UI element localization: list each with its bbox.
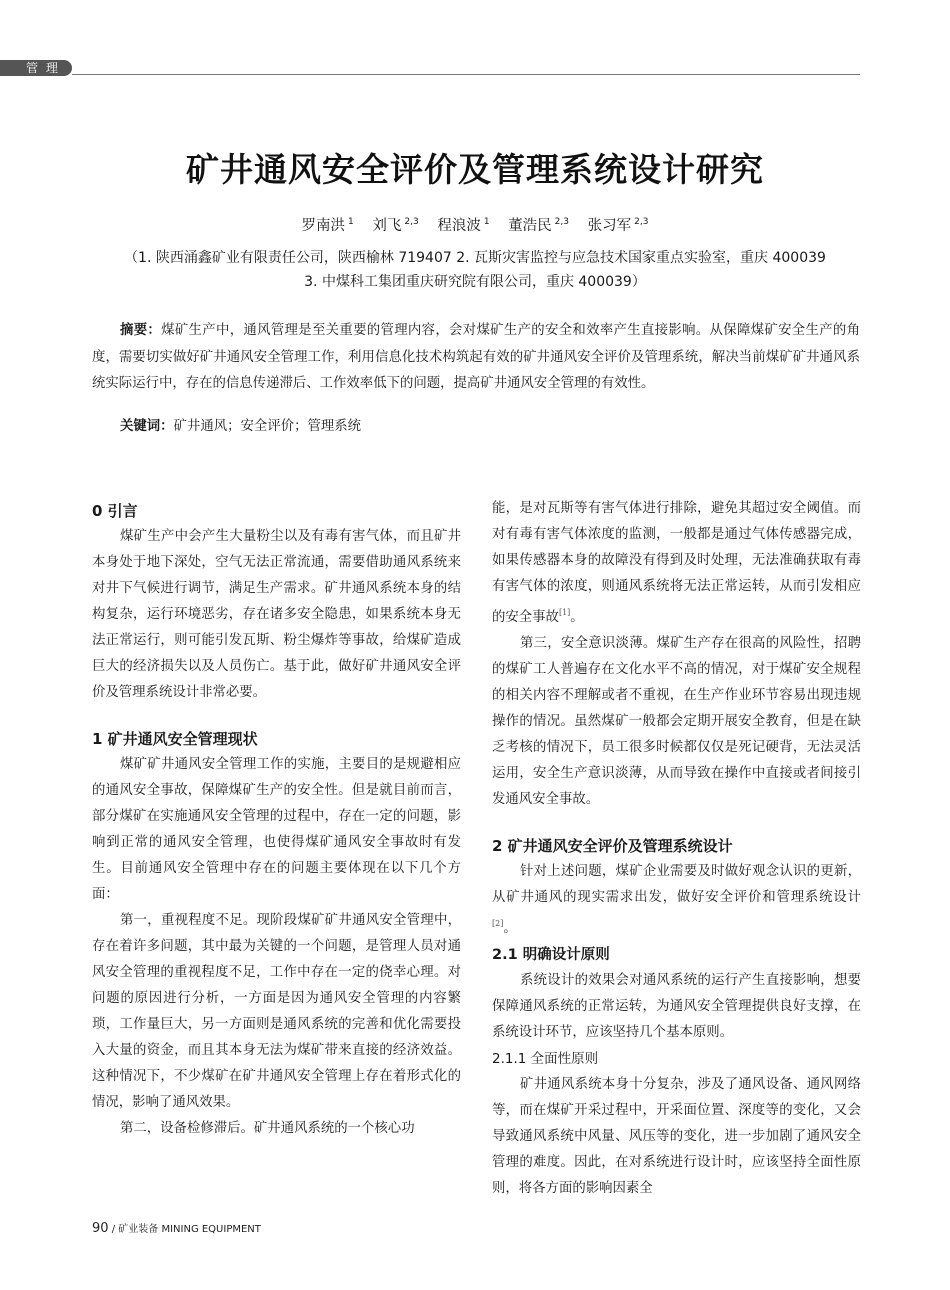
- page-footer: [92, 1220, 261, 1236]
- section-tag: 管 理: [0, 60, 72, 76]
- author: 罗南洪 $^1$: [301, 217, 354, 234]
- paragraph: 第二，设备检修滞后。矿井通风系统的一个核心功: [120, 1121, 415, 1136]
- author: 刘飞 $^{2,3}$: [372, 217, 419, 234]
- article-title: 矿井通风安全评价及管理系统设计研究: [186, 150, 764, 189]
- section-heading: 2 矿井通风安全评价及管理系统设计: [492, 837, 733, 855]
- journal-name: / 矿业装备 MINING EQUIPMENT: [108, 1224, 261, 1235]
- keywords-text: 矿井通风；安全评价；管理系统: [173, 419, 362, 434]
- keywords-label: 关键词：: [120, 419, 174, 434]
- right-column: [492, 496, 861, 1202]
- abstract-text: 煤矿生产中，通风管理是至关重要的管理内容，会对煤矿生产的安全和效率产生直接影响。从保障煤矿安全生产的角度，需要切实做好矿井通风安全管理工作，利用信息化技术构筑起有效的矿井通风安全评价及管理系统，解决当前煤矿矿井通风系统实际运行中，存在的信息传递滞后、工作效率低下的问题，提高矿井通风安全管理的有效性。: [92, 323, 861, 391]
- author: 程浪波 $^1$: [437, 217, 490, 234]
- section-heading: 0 引言: [92, 502, 138, 520]
- author: 董浩民 $^{2,3}$: [508, 217, 569, 234]
- author-list: [0, 214, 950, 235]
- paragraph: 第一，重视程度不足。现阶段煤矿矿井通风安全管理中，存在着许多问题，其中最为关键的一个问题，是管理人员对通风安全管理的重视程度不足，工作中存在一定的侥幸心理。对问题的原因进行分析，一方面是因为通风安全管理的内容繁琐，工作量巨大，另一方面则是通风系统的完善和优化需要投入大量的资金，而且其本身无法为煤矿带来直接的经济效益。这种情况下，不少煤矿在矿井通风安全管理上存在着形式化的情况，影响了通风效果。: [92, 913, 461, 1110]
- left-column: [92, 498, 461, 1142]
- paragraph: 矿井通风系统本身十分复杂，涉及了通风设备、通风网络等，而在煤矿开采过程中，开采面位置、深度等的变化，又会导致通风系统中风量、风压等的变化，进一步加剧了通风安全管理的难度。因此，在对系统进行设计时，应该坚持全面性原则，将各方面的影响因素全: [492, 1077, 861, 1196]
- affiliations: [80, 246, 870, 294]
- section-heading: 1 矿井通风安全管理现状: [92, 730, 258, 748]
- abstract-label: 摘要：: [120, 323, 162, 338]
- citation: [2]: [492, 919, 504, 928]
- keywords: [120, 414, 860, 440]
- author: 张习军 $^{2,3}$: [587, 217, 649, 234]
- paragraph: 煤矿矿井通风安全管理工作的实施，主要目的是规避相应的通风安全事故，保障煤矿生产的安全性。但是就目前而言，部分煤矿在实施通风安全管理的过程中，存在一定的问题，影响到正常的通风安全管理，也使得煤矿通风安全事故时有发生。目前通风安全管理中存在的问题主要体现在以下几个方面：: [92, 757, 461, 902]
- page-number: 90: [92, 1221, 109, 1236]
- paragraph: 针对上述问题，煤矿企业需要及时做好观念认识的更新，从矿井通风的现实需求出发，做好安全评价和管理系统设计[2]。: [492, 864, 861, 936]
- citation: [1]: [558, 608, 571, 617]
- header-rule: [72, 74, 860, 75]
- paragraph: 第三，安全意识淡薄。煤矿生产存在很高的风险性，招聘的煤矿工人普遍存在文化水平不高的情况，对于煤矿安全规程的相关内容不理解或者不重视，在生产作业环节容易出现违规操作的情况。虽然煤矿一般都会定期开展安全教育，但是在缺乏考核的情况下，员工很多时候都仅仅是死记硬背，无法灵活运用，安全生产意识淡薄，从而导致在操作中直接或者间接引发通风安全事故。: [492, 636, 861, 807]
- abstract: [92, 318, 860, 398]
- paragraph: 能，是对瓦斯等有害气体进行排除，避免其超过安全阈值。而对有毒有害气体浓度的监测，一般都是通过气体传感器完成，如果传感器本身的故障没有得到及时处理，无法准确获取有毒有害气体的浓度，则通风系统将无法正常运转，从而引发相应的安全事故[1]。: [492, 501, 861, 625]
- paragraph: 煤矿生产中会产生大量粉尘以及有毒有害气体，而且矿井本身处于地下深处，空气无法正常流通，需要借助通风系统来对井下气候进行调节，满足生产需求。矿井通风系统本身的结构复杂，运行环境恶劣，存在诸多安全隐患，如果系统本身无法正常运行，则可能引发瓦斯、粉尘爆炸等事故，给煤矿造成巨大的经济损失以及人员伤亡。基于此，做好矿井通风安全评价及管理系统设计非常必要。: [92, 529, 461, 700]
- affiliation-line: 3. 中煤科工集团重庆研究院有限公司，重庆 400039）: [304, 274, 646, 290]
- paragraph: 系统设计的效果会对通风系统的运行产生直接影响，想要保障通风系统的正常运转，为通风安全管理提供良好支撑，在系统设计环节，应该坚持几个基本原则。: [492, 973, 861, 1040]
- subsection-heading: 2.1 明确设计原则: [492, 947, 610, 963]
- affiliation-line: （1. 陕西涌鑫矿业有限责任公司，陕西榆林 719407 2. 瓦斯灾害监控与应急技术国家重点实验室，重庆 400039: [124, 250, 826, 266]
- subsubsection-heading: 2.1.1 全面性原则: [492, 1051, 599, 1067]
